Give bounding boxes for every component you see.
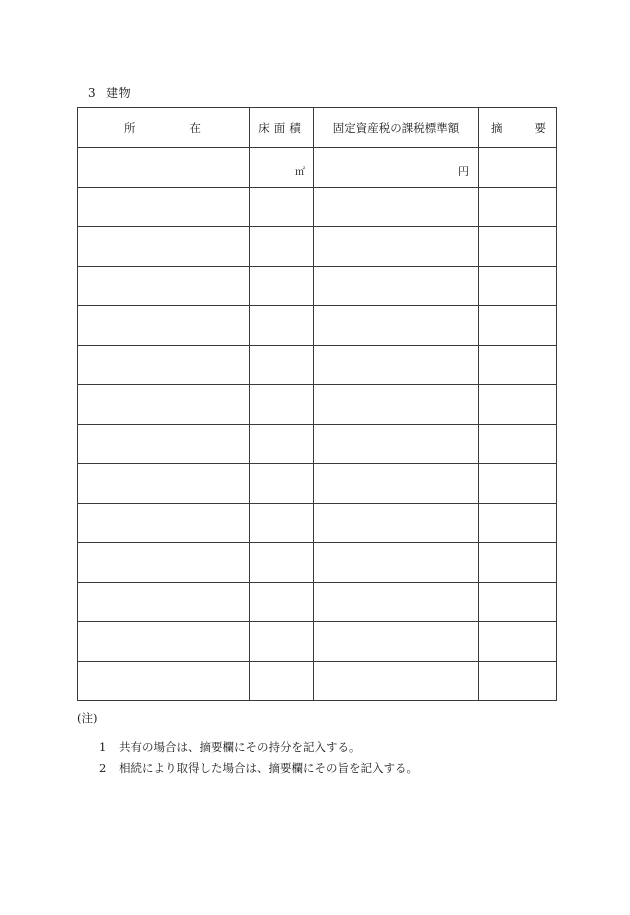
location-cell[interactable] [78, 187, 250, 227]
remarks-cell[interactable] [479, 306, 557, 346]
remarks-cell[interactable] [479, 622, 557, 662]
tax-value-cell[interactable] [314, 306, 479, 346]
table-row [78, 424, 557, 464]
table-row [78, 385, 557, 425]
location-cell[interactable] [78, 345, 250, 385]
table-row [78, 148, 557, 188]
tax-value-cell[interactable] [314, 582, 479, 622]
note-number: 2 [99, 761, 107, 775]
tax-value-cell[interactable] [314, 464, 479, 504]
note-item [99, 739, 418, 755]
floor-area-cell[interactable] [250, 424, 314, 464]
location-cell[interactable] [78, 424, 250, 464]
table-row [78, 503, 557, 543]
note-text: 相続により取得した場合は、摘要欄にその旨を記入する。 [119, 761, 418, 775]
tax-value-cell[interactable] [314, 622, 479, 662]
remarks-cell[interactable] [479, 187, 557, 227]
remarks-cell[interactable] [479, 503, 557, 543]
location-cell[interactable] [78, 503, 250, 543]
table-row [78, 345, 557, 385]
header-remarks [479, 108, 557, 148]
remarks-cell[interactable] [479, 385, 557, 425]
floor-area-cell[interactable] [250, 306, 314, 346]
header-remarks-char-2: 要 [534, 120, 546, 135]
tax-value-cell[interactable] [314, 187, 479, 227]
square-meter-unit: ㎡ [295, 167, 305, 178]
floor-area-cell[interactable] [250, 582, 314, 622]
location-cell[interactable] [78, 464, 250, 504]
notes-heading: (注) [77, 711, 98, 725]
table-row [78, 266, 557, 306]
header-location-char-2: 在 [189, 120, 201, 135]
remarks-cell[interactable] [479, 424, 557, 464]
table-row [78, 464, 557, 504]
remarks-cell[interactable] [479, 661, 557, 701]
location-cell[interactable] [78, 385, 250, 425]
table-row [78, 622, 557, 662]
floor-area-cell[interactable] [250, 148, 314, 188]
remarks-cell[interactable] [479, 227, 557, 267]
section-title: 建物 [106, 86, 132, 100]
yen-unit: 円 [458, 165, 469, 178]
location-cell[interactable] [78, 661, 250, 701]
header-floor-area: 床面積 [250, 108, 314, 148]
tax-value-cell[interactable] [314, 424, 479, 464]
header-tax-value: 固定資産税の課税標準額 [314, 108, 479, 148]
floor-area-cell[interactable] [250, 345, 314, 385]
remarks-cell[interactable] [479, 464, 557, 504]
notes-section [77, 710, 418, 781]
floor-area-cell[interactable] [250, 543, 314, 583]
floor-area-cell[interactable] [250, 622, 314, 662]
location-cell[interactable] [78, 543, 250, 583]
remarks-cell[interactable] [479, 543, 557, 583]
floor-area-cell[interactable] [250, 503, 314, 543]
note-item [99, 760, 418, 776]
section-heading [88, 84, 131, 101]
floor-area-cell[interactable] [250, 266, 314, 306]
tax-value-cell[interactable] [314, 661, 479, 701]
tax-value-cell[interactable] [314, 543, 479, 583]
tax-value-cell[interactable] [314, 503, 479, 543]
floor-area-cell[interactable] [250, 661, 314, 701]
location-cell[interactable] [78, 582, 250, 622]
table-row [78, 661, 557, 701]
table-row [78, 227, 557, 267]
table-row [78, 187, 557, 227]
note-number: 1 [99, 740, 107, 754]
remarks-cell[interactable] [479, 148, 557, 188]
floor-area-cell[interactable] [250, 227, 314, 267]
header-remarks-char-1: 摘 [491, 120, 503, 135]
header-location [78, 108, 250, 148]
section-number: 3 [88, 86, 97, 100]
building-table [77, 107, 557, 701]
tax-value-cell[interactable] [314, 385, 479, 425]
location-cell[interactable] [78, 306, 250, 346]
note-text: 共有の場合は、摘要欄にその持分を記入する。 [119, 740, 361, 754]
tax-value-cell[interactable] [314, 148, 479, 188]
table-row [78, 582, 557, 622]
remarks-cell[interactable] [479, 582, 557, 622]
tax-value-cell[interactable] [314, 345, 479, 385]
location-cell[interactable] [78, 148, 250, 188]
tax-value-cell[interactable] [314, 227, 479, 267]
table-row [78, 543, 557, 583]
table-row [78, 306, 557, 346]
floor-area-cell[interactable] [250, 385, 314, 425]
remarks-cell[interactable] [479, 266, 557, 306]
location-cell[interactable] [78, 227, 250, 267]
floor-area-cell[interactable] [250, 464, 314, 504]
tax-value-cell[interactable] [314, 266, 479, 306]
table-header-row [78, 108, 557, 148]
header-location-char-1: 所 [124, 120, 136, 135]
floor-area-cell[interactable] [250, 187, 314, 227]
location-cell[interactable] [78, 622, 250, 662]
location-cell[interactable] [78, 266, 250, 306]
remarks-cell[interactable] [479, 345, 557, 385]
